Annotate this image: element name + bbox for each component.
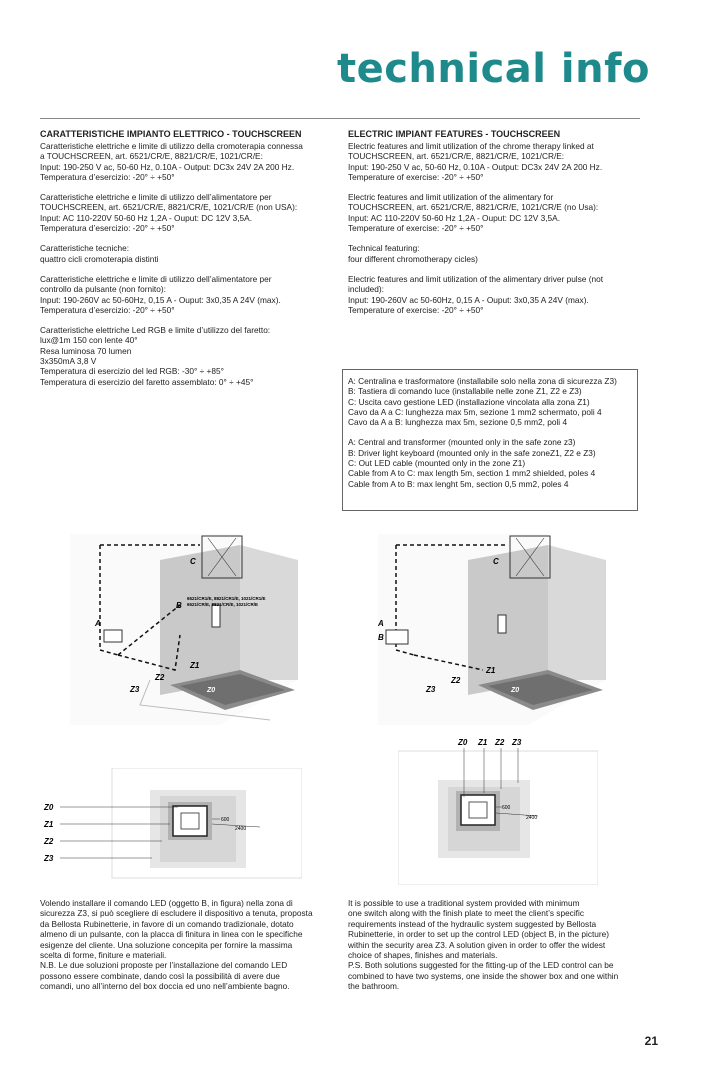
label-a: A: [95, 619, 101, 628]
plan-label-z3: Z3: [44, 854, 54, 863]
shower-side-wall: [240, 545, 298, 680]
legend-italian: A: Centralina e trasformatore (installabile solo nella zona di sicurezza Z3) B: Tastiera di comando luce (installabile nelle zone Z1, Z2 e Z3) C: Uscita cavo gestione LED (installazione vincolata alla zona Z1) Cavo da A a C: lunghezza max 5m, sezione 1 mm2 schermato, poli 4 Cavo da A a B: lunghezza max 5m, sezione 0,5 mm2, poli 4: [348, 376, 617, 428]
plan-top-z2: Z2: [495, 738, 505, 747]
page-title: technical info: [336, 46, 650, 92]
right-heading: ELECTRIC IMPIANT FEATURES - TOUCHSCREEN: [348, 129, 561, 139]
models-line-2: 6521/CR/E, 8821/CR/E, 1021/CR/E: [187, 602, 259, 607]
zone-plan-left: [40, 768, 302, 888]
legend-box: [342, 369, 638, 511]
label-b: B: [176, 601, 182, 610]
label-a-right: A: [378, 619, 384, 628]
label-z0-right: Z0: [511, 687, 520, 694]
zone-plan-right: [398, 735, 598, 885]
shower-diagram-left: [40, 520, 302, 735]
dim-600: 600: [221, 817, 230, 823]
label-z1-right: Z1: [486, 666, 496, 675]
label-c: C: [190, 557, 196, 566]
page-number: 21: [644, 1034, 658, 1048]
left-paragraph-3: Caratteristiche tecniche: quattro cicli cromoterapia distinti: [40, 243, 159, 264]
left-paragraph-5: Caratteristiche elettriche Led RGB e limite d’utilizzo del faretto: lux@1m 150 con lente 40° Resa luminosa 70 lumen 3x350mA 3,8 V Temperatura di esercizio del led RGB: -30° ÷ +85° Temperatura di esercizio del faretto assemblato: 0° ÷ +45°: [40, 325, 271, 387]
bottom-right-text: It is possible to use a traditional system provided with minimum one switch along with the finish plate to meet the client’s specific requirements instead of the hydraulic system suggested by Bellosta Rubinetterie, in order to set up the control LED (object B, in the picture) within the security area Z3. A solution given in order to offer the widest choice of shapes, finishes and materials. P.S. Both solutions suggested for the fitting-up of the LED control can be combined to have two systems, one inside the shower box and one within the bathroom.: [348, 898, 619, 992]
label-z3: Z3: [130, 685, 140, 694]
shower-diagram-right: [348, 520, 610, 735]
left-paragraph-2: Caratteristiche elettriche e limite di utilizzo dell’alimentatore per TOUCHSCREEN, art. 6521/CR/E, 8821/CR/E, 1021/CR/E (non USA): Input: AC 110-220V 50-60 Hz 1,2A - Ouput: DC 12V 3,5A. Temperatura d’esercizio: -20° ÷ +50°: [40, 192, 298, 234]
dim-2400-right: 2400: [526, 815, 538, 821]
label-b-right: B: [378, 633, 384, 642]
label-z1: Z1: [190, 661, 200, 670]
left-heading: CARATTERISTICHE IMPIANTO ELETTRICO - TOUCHSCREEN: [40, 129, 302, 139]
label-z2-right: Z2: [451, 676, 461, 685]
label-z2: Z2: [155, 673, 165, 682]
plan-top-z3: Z3: [512, 738, 522, 747]
dim-600-right: 600: [502, 805, 511, 811]
keyboard-b: [212, 605, 220, 627]
plan-label-z2: Z2: [44, 837, 54, 846]
left-paragraph-4: Caratteristiche elettriche e limite di utilizzo dell’alimentatore per controllo da pulsante (non fornito): Input: 190-260V ac 50-60Hz, 0,15 A - Ouput: 3x0,35 A 24V (max). Temperatura d’esercizio: -20° ÷ +50°: [40, 273, 281, 315]
zone-z0-area: [173, 806, 207, 836]
label-c-right: C: [493, 557, 499, 566]
left-column: [40, 129, 330, 397]
plan-top-z0: Z0: [458, 738, 468, 747]
right-paragraph-2: Electric features and limit utilization of the alimentary for TOUCHSCREEN, art. 6521/CR/E, 8821/CR/E, 1021/CR/E (no Usa): Input: AC 110-220V 50-60 Hz 1,2A - Ouput: DC 12V 3,5A. Temperature of exercise: -20° ÷ +50°: [348, 192, 599, 234]
bottom-left-text: Volendo installare il comando LED (oggetto B, in figura) nella zona di sicurezza Z3, si può scegliere di escludere il dispositivo a tenuta, proposta da Bellosta Rubinetterie, in favore di un comando tradizionale, dotato almeno di un pulsante, con la placca di finitura in linea con le specifiche esigenze del cliente. Una soluzione concepita per fornire la massima scelta di forme, finiture e materiali. N.B. Le due soluzioni proposte per l’installazione del comando LED possono essere combinate, dando così la possibilità di avere due comandi, uno all’interno del box doccia ed uno nell’ambiente bagno.: [40, 898, 313, 992]
plan-label-z0: Z0: [44, 803, 54, 812]
legend-english: A: Central and transformer (mounted only in the safe zone z3) B: Driver light keyboard (mounted only in the safe zoneZ1, Z2 e Z3) C: Out LED cable (mounted only in the zone Z1) Cable from A to C: max length 5m, section 1 mm2 shielded, poles 4 Cable from A to B: max lenght 5m, section 0,5 mm2, poles 4: [348, 437, 596, 489]
right-column: [348, 129, 640, 325]
dim-2400: 2400: [235, 826, 247, 832]
left-paragraph-1: Caratteristiche elettriche e limite di utilizzo della cromoterapia connessa a TOUCHSCREEN, art. 6521/CR/E, 8821/CR/E, 1021/CR/E: Input: 190-250 V ac, 50-60 Hz, 0.10A - Output: DC3x 24V 2A 200 Hz. Temperatura d’esercizio: -20° ÷ +50°: [40, 141, 303, 182]
label-z0: Z0: [207, 687, 216, 694]
label-z3-right: Z3: [426, 685, 436, 694]
control-unit-a: [104, 630, 122, 642]
models-line-1: 6521/CR1/E, 8821/CR1/E, 1021/CR1/E: [187, 596, 266, 601]
right-paragraph-4: Electric features and limit utilization of the alimentary driver pulse (not included): Input: 190-260V ac 50-60Hz, 0,15 A - Ouput: 3x0,35 A 24V (max). Temperature of exercise: -20° ÷ +50°: [348, 273, 604, 315]
right-paragraph-3: Technical featuring: four different chromotherapy cicles): [348, 243, 478, 264]
header-divider: [40, 118, 640, 119]
shower-back-wall: [160, 545, 240, 695]
plan-label-z1: Z1: [44, 820, 54, 829]
right-paragraph-1: Electric features and limit utilization of the chrome therapy linked at TOUCHSCREEN, art. 6521/CR/E, 8821/CR/E, 1021/CR/E: Input: 190-250 V ac, 50-60 Hz, 0.10A - Output: DC3x 24V 2A 200 Hz. Temperature of exercise: -20° ÷ +50°: [348, 141, 603, 182]
plan-top-z1: Z1: [478, 738, 488, 747]
